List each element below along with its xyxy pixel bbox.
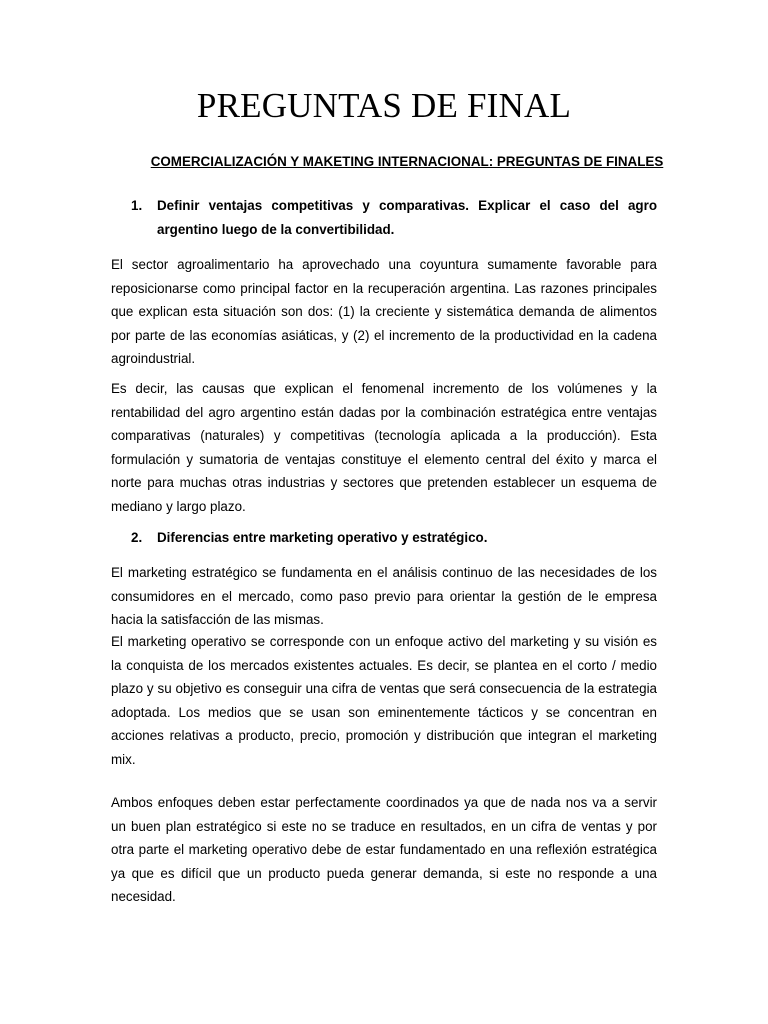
question-item-2 (111, 526, 657, 550)
answer-paragraph-4: El marketing operativo se corresponde con un enfoque activo del marketing y su visión es la conquista de los mercados existentes actuales. Es decir, se plantea en el corto / medio plazo y su objetivo es conseguir una cifra de ventas que será consecuencia de la estrategia adoptada. Los medios que se usan son eminentemente tácticos y se concentran en acciones relativas a producto, precio, promoción y distribución que integran el marketing mix. (111, 634, 657, 767)
answer-paragraph-1: El sector agroalimentario ha aprovechado una coyuntura sumamente favorable para reposicionarse como principal factor en la recuperación argentina. Las razones principales que explican esta situación son dos: (1) la creciente y sistemática demanda de alimentos por parte de las economías asiáticas, y (2) el incremento de la productividad en la cadena agroindustrial. (111, 257, 657, 367)
question-number: 2. (131, 530, 143, 545)
question-list-1 (111, 194, 657, 242)
answer-paragraph-5: Ambos enfoques deben estar perfectamente coordinados ya que de nada nos va a servir un buen plan estratégico si este no se traduce en resultados, en un cifra de ventas y por otra parte el marketing operativo debe de estar fundamentado en una reflexión estratégica ya que es difícil que un producto pueda generar demanda, si este no responde a una necesidad. (111, 795, 657, 905)
page-title: PREGUNTAS DE FINAL (196, 86, 572, 125)
question-item-1 (111, 194, 657, 242)
document-subtitle: COMERCIALIZACIÓN Y MAKETING INTERNACIONAL: PREGUNTAS DE FINALES (150, 154, 664, 169)
question-list-2 (111, 526, 657, 550)
question-text: Definir ventajas competitivas y comparativas. Explicar el caso del agro argentino luego de la convertibilidad. (157, 198, 657, 237)
question-number: 1. (131, 198, 143, 213)
question-text: Diferencias entre marketing operativo y estratégico. (157, 530, 488, 545)
answer-paragraph-2: Es decir, las causas que explican el fenomenal incremento de los volúmenes y la rentabilidad del agro argentino están dadas por la combinación estratégica entre ventajas comparativas (naturales) y competitivas (tecnología aplicada a la producción). Esta formulación y sumatoria de ventajas constituye el elemento central del éxito y marca el norte para muchas otras industrias y sectores que pretenden establecer un esquema de mediano y largo plazo. (111, 381, 657, 514)
answer-paragraph-3: El marketing estratégico se fundamenta en el análisis continuo de las necesidades de los consumidores en el mercado, como paso previo para orientar la gestión de le empresa hacia la satisfacción de las mismas. (111, 565, 657, 628)
